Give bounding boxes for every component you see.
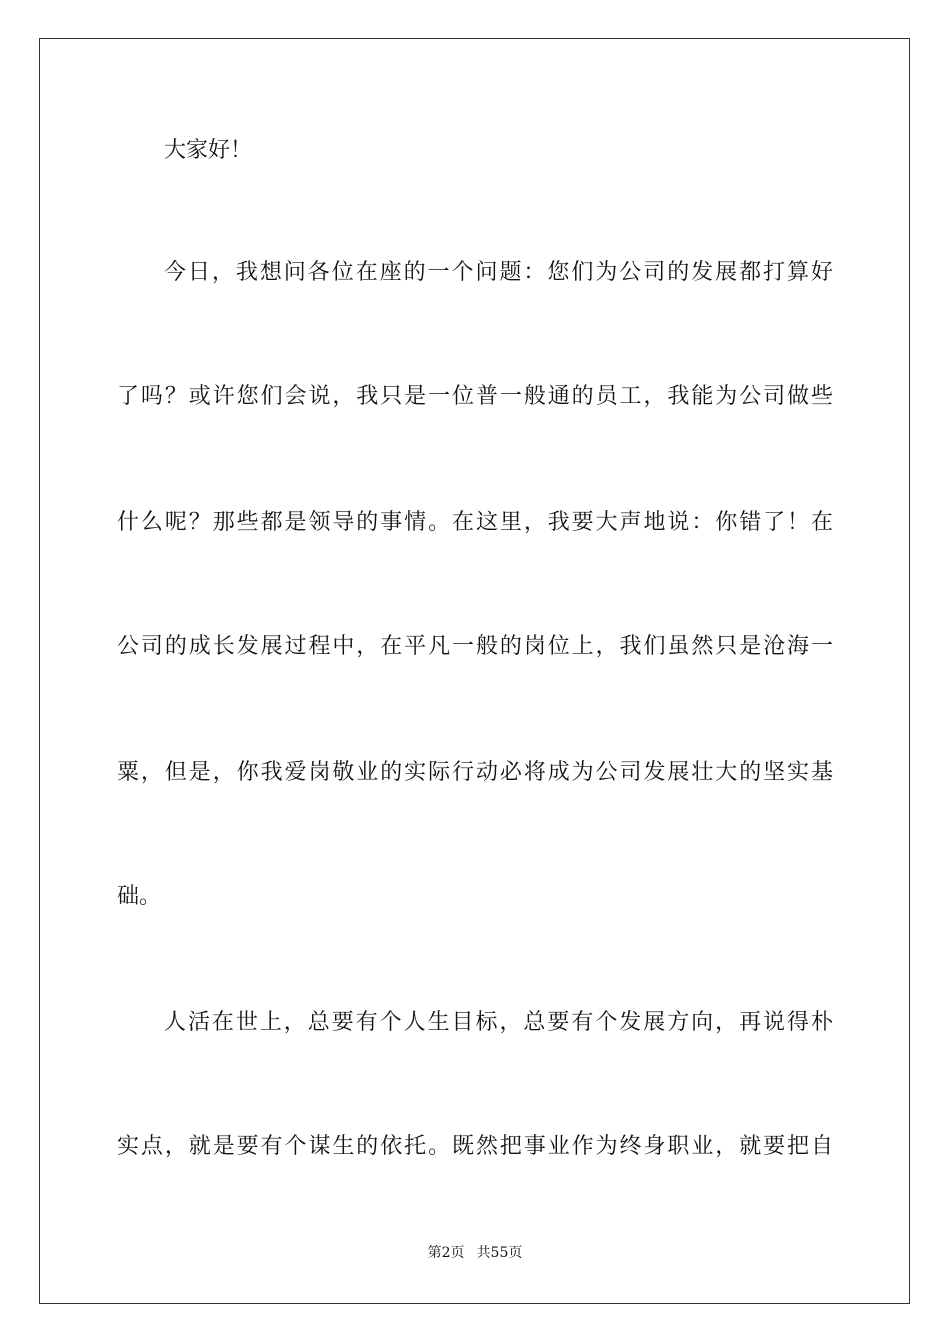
text-line: 人活在世上，总要有个人生目标，总要有个发展方向，再说得朴 xyxy=(164,1010,833,1035)
text-line: 粟，但是，你我爱岗敬业的实际行动必将成为公司发展壮大的坚实基 xyxy=(117,760,833,785)
text-line: 什么呢？那些都是领导的事情。在这里，我要大声地说：你错了！在 xyxy=(117,510,833,535)
page-number: 第2页 xyxy=(427,1245,465,1261)
page-border xyxy=(39,38,910,1304)
text-line-greeting: 大家好！ xyxy=(164,138,253,163)
text-line: 公司的成长发展过程中，在平凡一般的岗位上，我们虽然只是沧海一 xyxy=(117,634,833,659)
text-line: 实点，就是要有个谋生的依托。既然把事业作为终身职业，就要把自 xyxy=(117,1134,833,1159)
page-footer xyxy=(0,1244,950,1262)
page-total: 共55页 xyxy=(476,1245,523,1261)
text-line: 今日，我想问各位在座的一个问题：您们为公司的发展都打算好 xyxy=(164,260,833,285)
text-line: 础。 xyxy=(117,884,162,909)
text-line: 了吗？或许您们会说，我只是一位普一般通的员工，我能为公司做些 xyxy=(117,384,833,409)
